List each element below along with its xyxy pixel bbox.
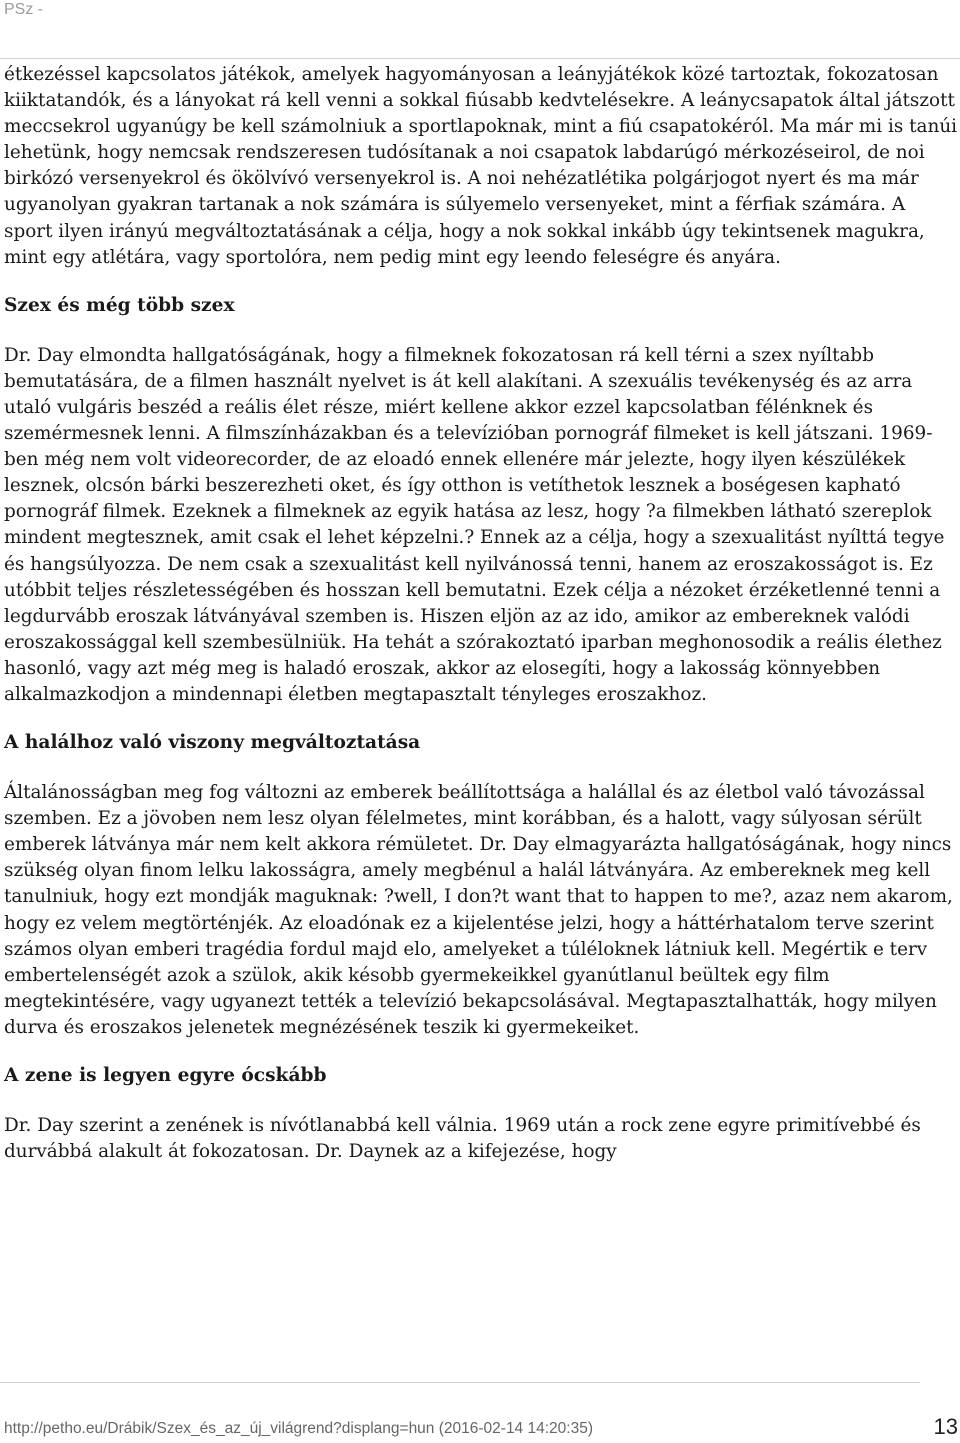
section-heading-sex: Szex és még több szex [4,294,235,316]
paragraph-music: Dr. Day szerint a zenének is nívótlanabbá kell válnia. 1969 után a rock zene egyre primitívebbé és durvábbá alakult át fokozatosan. Dr. Daynek az a kifejezése, hogy [4,1115,921,1163]
spacer [4,319,958,343]
paragraph-death: Általánosságban meg fog változni az emberek beállítottsága a halállal és az életbol való távozással szemben. Ez a jövoben nem lesz olyan félelmetes, mint korábban, és a halott, vagy súlyosan sérült emberek látványa már nem kelt akkora rémületet. Dr. Day elmagyarázta hallgatóságának, hogy nincs szükség olyan finom lelku lakosságra, amely megbénul a halál látványára. Az embereknek meg kell tanulniuk, hogy ezt mondják maguknak: ?well, I don?t want that to happen to me?, azaz nem akarom, hogy ez velem megtörténjék. Az eloadónak ez a kijelentése jelzi, hogy a háttérhatalom terve szerint számos olyan emberi tragédia fordul majd elo, amelyeket a túléloknek látniuk kell. Megértik e terv embertelenségét azok a szülok, akik késobb gyermekeikkel gyanútlanul beültek egy film megtekintésére, vagy ugyanezt tették a televízió bekapcsolásával. Megtapasztalhatták, hogy milyen durva és eroszakos jelenetek megnézésének teszik ki gyermekeiket. [4,782,953,1038]
paragraph-films: Dr. Day elmondta hallgatóságának, hogy a filmeknek fokozatosan rá kell térni a szex nyíltabb bemutatására, de a filmen használt nyelvet is át kell alakítani. A szexuális tevékenység és az arra utaló vulgáris beszéd a reális élet része, miért kellene akkor ezzel kapcsolatban félénknek és szemérmesnek lenni. A filmszínházakban és a televízióban pornográf filmeket is kell játszani. 1969-ben még nem volt videorecorder, de az eloadó ennek ellenére már jelezte, hogy ilyen készülékek lesznek, olcsón bárki beszerezheti oket, és így otthon is vetíthetok lesznek a boségesen kapható pornográf filmek. Ezeknek a filmeknek az egyik hatása az lesz, hogy ?a filmekben látható szereplok mindent megtesznek, amit csak el lehet képzelni.? Ennek az a célja, hogy a szexualitást nyílttá tegye és hangsúlyozza. De nem csak a szexualitást kell nyilvánossá tenni, hanem az eroszakosságot is. Ez utóbbit teljes részletességében és hosszan kell bemutatni. Ezek célja a nézoket érzéketlenné tenni a legdurvább eroszak látványával szemben is. Hiszen eljön az az ido, amikor az embereknek valódi eroszakossággal kell szembesülniük. Ha tehát a szórakoztató iparban meghonosodik a reális élethez hasonló, vagy azt még meg is haladó eroszak, akkor az elosegíti, hogy a lakosság könnyebben alkalmazkodjon a mindennapi életben megtapasztalt tényleges eroszakhoz. [4,344,945,705]
section-heading-music: A zene is legyen egyre ócskább [4,1065,327,1086]
spacer [4,708,958,730]
footer-source-url[interactable]: http://petho.eu/Drábik/Szex_és_az_új_világrend?displang=hun (2016-02-14 14:20:35) [4,1420,593,1437]
document-body [4,62,958,1165]
page-header-title: PSz - [4,1,44,18]
paragraph-sport: étkezéssel kapcsolatos játékok, amelyek hagyományosan a leányjátékok közé tartoztak, fokozatosan kiiktatandók, és a lányokat rá kell venni a sokkal fiúsabb kedvtelésekre. A leánycsapatok által játszott meccsekrol ugyanúgy be kell számolniuk a sportlapoknak, mint a fiú csapatokéról. Ma már mi is tanúi lehetünk, hogy nemcsak rendszeresen tudósítanak a noi csapatok labdarúgó mérkozéseirol, de noi birkózó versenyekrol és ökölvívó versenyekrol is. A noi nehézatlétika polgárjogot nyert és ma már ugyanolyan gyakran tartanak a nok számára is súlyemelo versenyeket, mint a férfiak számára. A sport ilyen irányú megváltoztatásának a célja, hogy a nok sokkal inkább úgy tekintsenek magukra, mint egy atlétára, vagy sportolóra, nem pedig mint egy leendo feleségre és anyára. [4,64,958,268]
spacer [4,756,958,780]
spacer [4,271,958,293]
page-number: 13 [933,1414,958,1439]
section-heading-death: A halálhoz való viszony megváltoztatása [4,732,421,754]
spacer [4,1089,958,1113]
spacer [4,1041,958,1063]
header-divider [0,58,960,59]
footer-divider [0,1382,920,1383]
